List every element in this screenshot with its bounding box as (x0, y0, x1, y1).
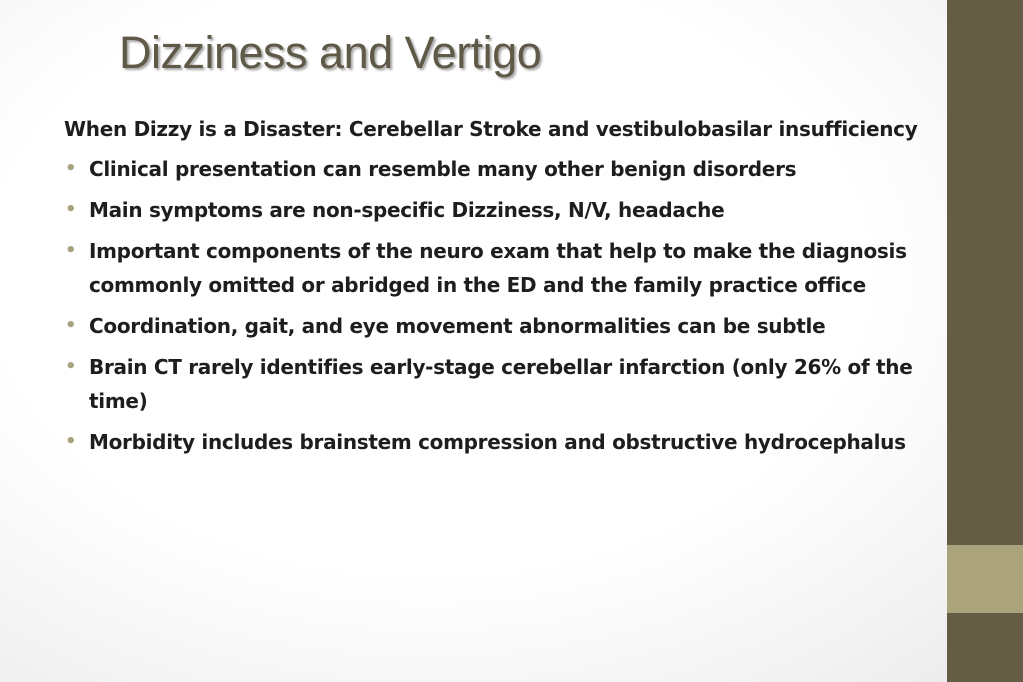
bullet-item (64, 234, 926, 302)
bullet-text: Coordination, gait, and eye movement abnormalities can be subtle (89, 314, 826, 338)
bullet-text: Morbidity includes brainstem compression and obstructive hydrocephalus (89, 430, 906, 454)
bullet-item (64, 193, 926, 227)
bullet-glyph: • (65, 356, 77, 377)
bullet-glyph: • (65, 158, 77, 179)
bullet-item (64, 350, 926, 418)
bullet-item (64, 309, 926, 343)
bullet-glyph: • (65, 315, 77, 336)
bullet-glyph: • (65, 431, 77, 452)
decorative-side-bar (947, 0, 1023, 682)
bullet-glyph: • (65, 199, 77, 220)
intro-text: When Dizzy is a Disaster: Cerebellar Stroke and vestibulobasilar insufficiency (64, 117, 918, 141)
slide-title: Dizziness and Vertigo (119, 27, 542, 78)
bullet-text: Important components of the neuro exam that help to make the diagnosis commonly omitted or abridged in the ED and the family practice office (89, 239, 907, 297)
side-bar-light-band (947, 545, 1023, 613)
bullet-text: Brain CT rarely identifies early-stage cerebellar infarction (only 26% of the time) (89, 355, 913, 413)
bullet-item (64, 425, 926, 459)
side-bar-dark-bottom (947, 613, 1023, 682)
side-bar-dark-top (947, 0, 1023, 545)
bullet-list (64, 152, 926, 459)
slide-body (64, 112, 926, 466)
bullet-glyph: • (65, 240, 77, 261)
bullet-text: Clinical presentation can resemble many other benign disorders (89, 157, 797, 181)
bullet-item (64, 152, 926, 186)
bullet-text: Main symptoms are non-specific Dizziness, N/V, headache (89, 198, 725, 222)
